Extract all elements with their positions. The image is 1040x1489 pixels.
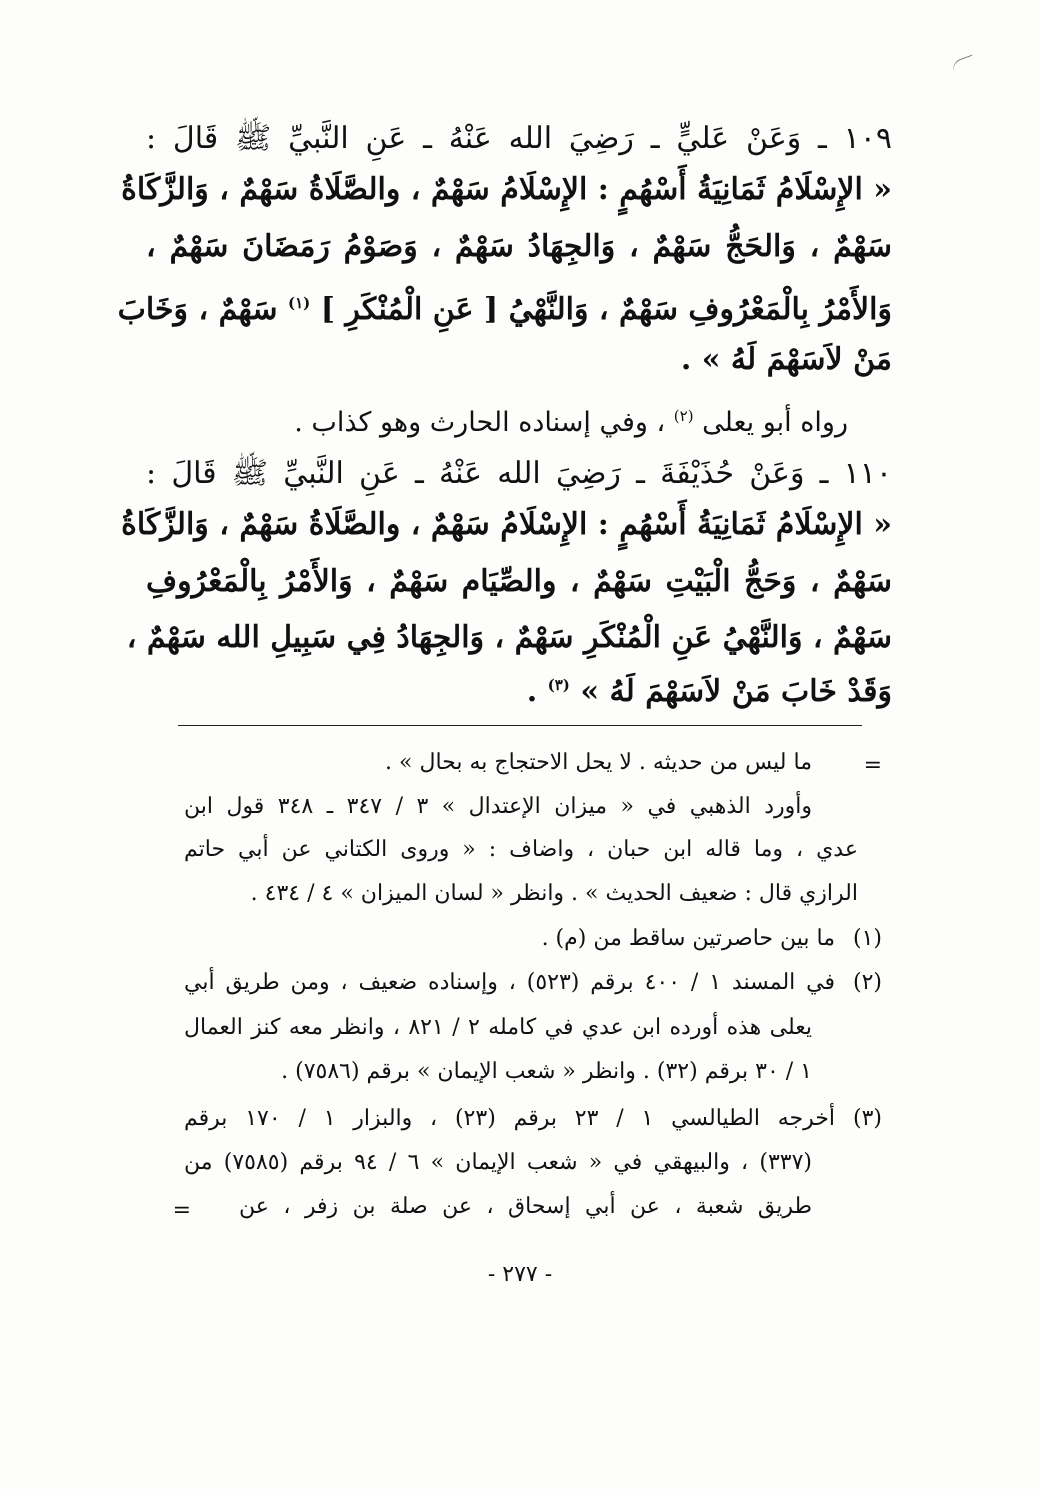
- footnote-3-line-3: طريق شعبة ، عن أبي إسحاق ، عن صلة بن زفر ، عن: [239, 1194, 812, 1219]
- hadith-110-line-3: سَهْمٌ ، وَحَجُّ الْبَيْتِ سَهْمٌ ، والصِّيَام سَهْمٌ ، وَالأَمْرُ بِالْمَعْرُوفِ: [146, 564, 892, 599]
- hadith-109-line-4-end: سَهْمٌ ، وَخَابَ: [117, 292, 278, 327]
- scan-artifact: [949, 55, 980, 87]
- hadith-109-line-1: ١٠٩ ـ وَعَنْ عَليٍّ ـ رَضِيَ الله عَنْهُ ـ عَنِ النَّبيِّ ﷺ قَالَ :: [146, 121, 892, 156]
- hadith-109-line-5: مَنْ لاَسَهْمَ لَهُ » .: [680, 342, 892, 377]
- footnote-ref-3: (٣): [547, 676, 570, 694]
- hadith-110-line-5-text: وَقَدْ خَابَ مَنْ لاَسَهْمَ لَهُ »: [580, 674, 892, 709]
- hadith-109-line-3: سَهْمٌ ، وَالحَجُّ سَهْمٌ ، وَالجِهَادُ سَهْمٌ ، وَصَوْمُ رَمَضَانَ سَهْمٌ ،: [146, 229, 892, 264]
- hadith-110-line-5: [146, 663, 892, 714]
- footnote-2-line-1: في المسند ١ / ٤٠٠ برقم (٥٢٣) ، وإسناده ضعيف ، ومن طريق أبي: [184, 970, 836, 995]
- footnote-continued-line: ما ليس من حديثه . لا يحل الاحتجاج به بحال » .: [385, 750, 812, 775]
- hadith-109-line-2: « الإِسْلَامُ ثَمَانِيَةُ أَسْهُمٍ : الإِسْلَامُ سَهْمٌ ، والصَّلَاةُ سَهْمٌ ، وَالزَّكَاةُ: [121, 172, 892, 207]
- footnote-2-marker: (٢): [852, 970, 882, 995]
- narration-text-start: رواه أبو يعلى: [702, 407, 848, 438]
- hadith-110-line-1: ١١٠ ـ وَعَنْ حُذَيْفَةَ ـ رَضِيَ الله عَنْهُ ـ عَنِ النَّبيِّ ﷺ قَالَ :: [146, 456, 892, 491]
- footnote-continued-marker: =: [863, 753, 882, 778]
- footnote-separator: [178, 725, 862, 726]
- page-number: - ٢٧٧ -: [487, 1262, 553, 1287]
- footnote-ref-1: (١): [287, 294, 311, 312]
- footnote-paragraph-line-2: عدي ، وما قاله ابن حبان ، واضاف : « وروى الكتاني عن أبي حاتم: [184, 837, 858, 862]
- footnote-2-line-2: يعلى هذه أورده ابن عدي في كامله ٢ / ٨٢١ ، وانظر معه كنز العمال: [184, 1015, 813, 1040]
- hadith-110-line-4: سَهْمٌ ، وَالنَّهْيُ عَنِ الْمُنْكَرِ سَهْمٌ ، وَالجِهَادُ فِي سَبِيلِ الله سَهْمٌ ،: [126, 620, 892, 655]
- footnote-paragraph-line-3: الرازي قال : ضعيف الحديث » . وانظر « لسان الميزان » ٤ / ٤٣٤ .: [250, 881, 858, 906]
- hadith-109-line-4: [117, 281, 892, 332]
- footnote-paragraph-line-1: وأورد الذهبي في « ميزان الإعتدال » ٣ / ٣٤٧ ـ ٣٤٨ قول ابن: [184, 794, 812, 819]
- hadith-109-line-4-start: وَالأَمْرُ بِالْمَعْرُوفِ سَهْمٌ ، وَالنَّهْيُ [ عَنِ الْمُنْكَرِ ]: [320, 292, 892, 327]
- footnote-3-line-2: (٣٣٧) ، والبيهقي في « شعب الإيمان » ٦ / ٩٤ برقم (٧٥٨٥) من: [184, 1150, 812, 1175]
- footnote-2-line-3: ١ / ٣٠ برقم (٣٢) . وانظر « شعب الإيمان » برقم (٧٥٨٦) .: [281, 1059, 812, 1084]
- footnote-1-line-1: ما بين حاصرتين ساقط من (م) .: [541, 926, 835, 951]
- footnote-1-marker: (١): [852, 926, 882, 951]
- footnote-3-marker: (٣): [852, 1106, 882, 1131]
- hadith-110-line-2: « الإِسْلَامُ ثَمَانِيَةُ أَسْهُمٍ : الإِسْلَامُ سَهْمٌ ، والصَّلَاةُ سَهْمٌ ، وَالزَّكَاةُ: [121, 507, 892, 542]
- footnote-3-line-1: أخرجه الطيالسي ١ / ٢٣ برقم (٢٣) ، والبزار ١ / ١٧٠ برقم: [184, 1106, 835, 1131]
- narration-text-end: ، وفي إسناده الحارث وهو كذاب .: [294, 407, 666, 438]
- footnote-3-continues-marker: =: [172, 1198, 191, 1223]
- footnote-ref-2: (٢): [673, 407, 694, 425]
- hadith-110-line-5-end: .: [526, 674, 538, 709]
- narration-line: [102, 394, 848, 445]
